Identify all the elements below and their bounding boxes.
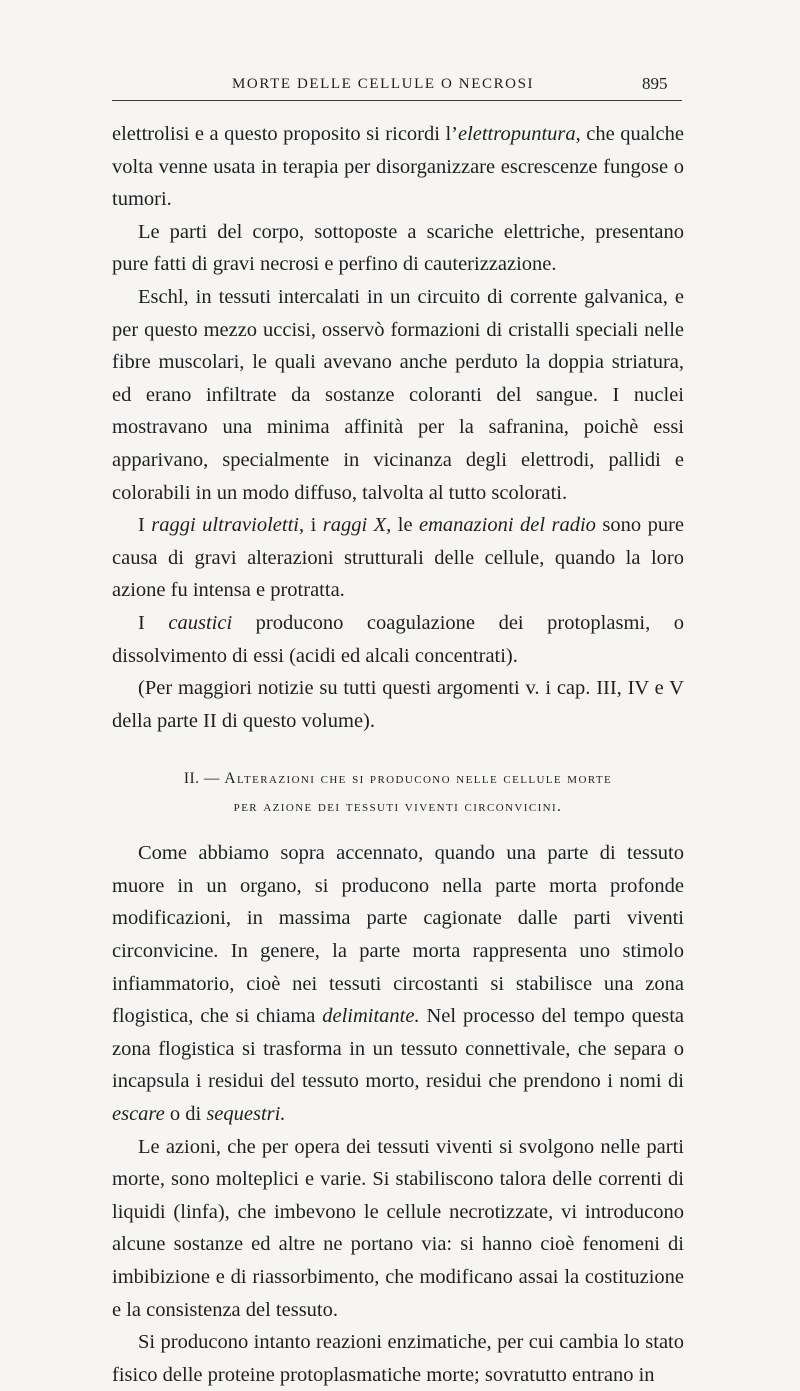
text-run: Si producono intanto reazioni enzimatiche, per cui cambia lo stato fisico delle proteine protoplasmatiche morte; sovratutto entrano in: [112, 1331, 684, 1386]
italic-term: raggi X,: [322, 514, 392, 537]
paragraph: [112, 118, 684, 216]
paragraph: [112, 216, 684, 281]
paragraph: [112, 281, 684, 509]
text-run: (Per maggiori notizie su tutti questi argomenti v. i cap. III, IV e V della parte II di questo volume).: [112, 677, 684, 732]
text-run: Le azioni, che per opera dei tessuti viventi si svolgono nelle parti morte, sono molteplici e varie. Si stabiliscono talora delle correnti di liquidi (linfa), che imbevono le cellule necrotizzate, vi introducono alcune sostanze ed altre ne portano via: si hanno cioè fenomeni di imbibizione e di riassorbimento, che modificano assai la costituzione e la consistenza del tessuto.: [112, 1135, 684, 1321]
paragraph: [112, 837, 684, 1130]
text-run: I: [138, 611, 169, 634]
section-number: II. —: [183, 770, 220, 788]
section-heading: [112, 765, 684, 821]
running-title: MORTE DELLE CELLULE O NECROSI: [232, 76, 535, 92]
paragraph: [112, 1131, 684, 1327]
text-run: , che qualche volta venne usata in terapia per disorganizzare escrescenze fungose o tumori.: [112, 123, 684, 211]
italic-term: caustici: [168, 611, 233, 634]
text-run: , i: [298, 514, 323, 537]
text-run: le: [391, 514, 420, 537]
text-run: Eschl, in tessuti intercalati in un circuito di corrente galvanica, e per questo mezzo uccisi, osservò formazioni di cristalli speciali nelle fibre muscolari, le quali avevano anche perduto la doppia striatura, ed erano infiltrate da sostanze coloranti del sangue. I nuclei mostravano una minima affinità per la safranina, poichè essi apparivano, specialmente in vicinanza degli elettrodi, pallidi e colorabili in un modo diffuso, talvolta al tutto scolorati.: [112, 285, 684, 504]
header-rule: [112, 100, 682, 101]
running-head: [0, 68, 800, 98]
text-run: o di: [164, 1103, 207, 1126]
section-heading-line-1: [112, 765, 684, 793]
text-run: elettrolisi e a questo proposito si ricordi l’: [112, 123, 458, 145]
paragraph: [112, 509, 684, 607]
italic-term: escare: [112, 1103, 165, 1126]
page-number: 895: [642, 74, 668, 93]
text-run: Nel processo del tempo questa zona flogistica si trasforma in un tessuto connettivale, che separa o incapsula i residui del tessuto morto, residui che prendono i nomi di: [112, 1005, 685, 1093]
text-run: sono pure causa di gravi alterazioni strutturali delle cellule, quando la loro azione fu intensa e protratta.: [112, 514, 685, 602]
paragraph: [112, 672, 684, 737]
italic-term: elettropuntura: [457, 123, 576, 145]
body-text: [112, 118, 684, 1391]
italic-term: emanazioni del radio: [419, 514, 596, 537]
italic-term: sequestri.: [206, 1103, 286, 1126]
italic-term: delimitante.: [322, 1005, 420, 1028]
text-run: Le parti del corpo, sottoposte a scariche elettriche, presentano pure fatti di gravi necrosi e perfino di cauterizzazione.: [112, 220, 684, 276]
paragraph: [112, 1326, 684, 1391]
text-run: Come abbiamo sopra accennato, quando una parte di tessuto muore in un organo, si producono nella parte morta profonde modificazioni, in massima parte cagionate dalle parti viventi circonvicine. In genere, la parte morta rappresenta uno stimolo infiammatorio, cioè nei tessuti circostanti si stabilisce una zona flogistica, che si chiama: [112, 842, 684, 1028]
paragraph: [112, 607, 684, 672]
text-run: I: [138, 514, 152, 537]
section-title-line-2: per azione dei tessuti viventi circonvicini.: [233, 798, 563, 816]
section-title-line-1: Alterazioni che si producono nelle cellule morte: [224, 770, 613, 788]
text-run: producono coagulazione dei protoplasmi, o dissolvimento di essi (acidi ed alcali concentrati).: [112, 611, 685, 667]
italic-term: raggi ultravioletti: [151, 514, 299, 537]
